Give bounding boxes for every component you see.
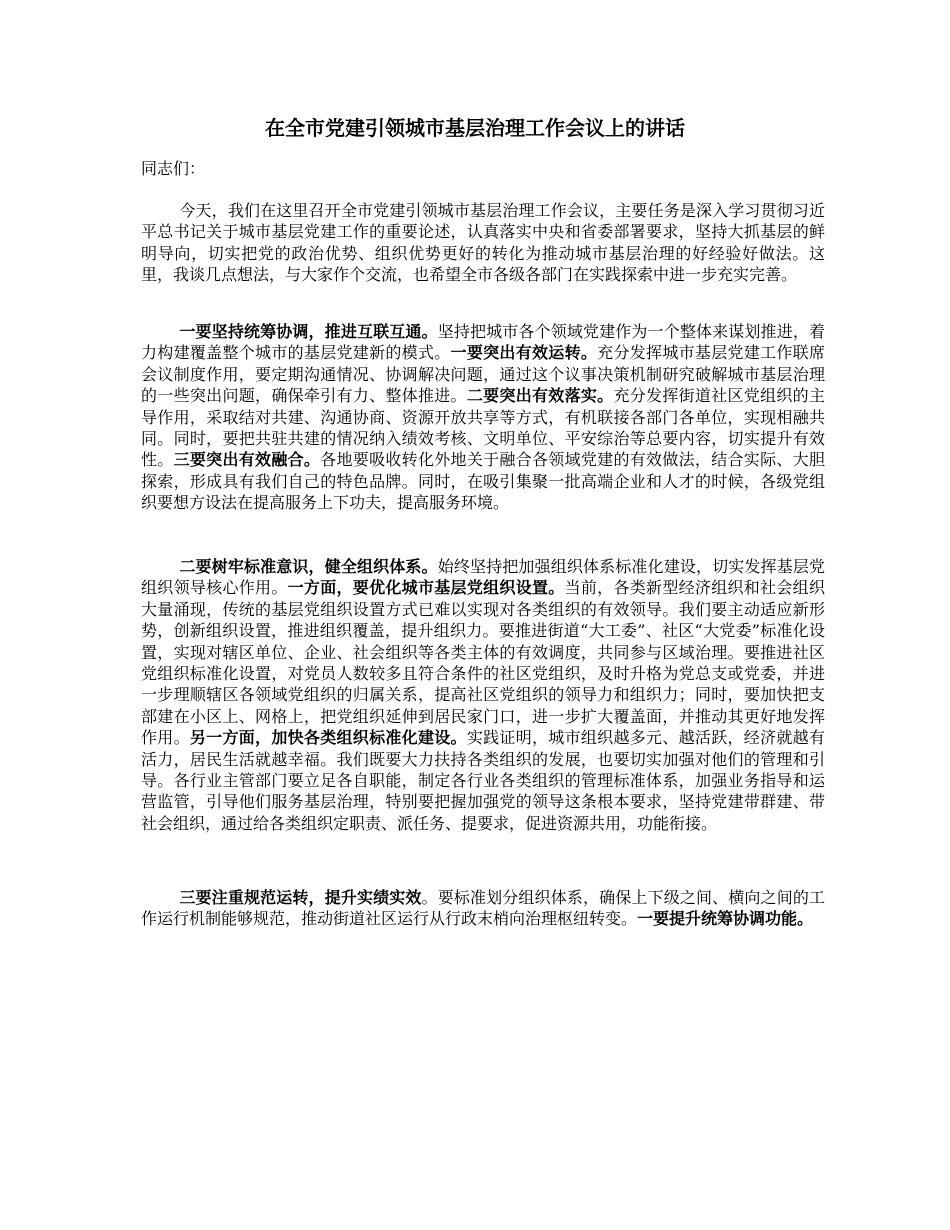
paragraph-text: 当前，各类新型经济组织和社会组织大量涌现，传统的基层党组织设置方式已难以实现对各类组织的有效领导。我们要主动适应新形势，创新组织设置，推进组织覆盖，提升组织力。要推进街道“大工委”、社区“大党委”标准化设置，实现对辖区单位、企业、社会组织等各类主体的有效调度，共同参与区域治理。要推进社区党组织标准化设置，对党员人数较多且符合条件的社区党组织，及时升格为党总支或党委，并进一步理顺辖区各领域党组织的归属关系，提高社区党组织的领导力和组织力；同时，要加快把支部建在小区上、网格上，把党组织延伸到居民家门口，进一步扩大覆盖面，并推动其更好地发挥作用。 [141, 578, 825, 748]
subsection-heading: 一要提升统筹协调功能。 [637, 909, 814, 929]
section-heading: 一要坚持统筹协调，推进互联互通。 [179, 322, 438, 341]
subsection-heading: 三要突出有效融合。 [173, 450, 321, 470]
paragraph-section-1 [141, 321, 825, 514]
paragraph-text: 充分发挥街道社区党组织的主导作用，采取结对共建、沟通协商、资源开放共享等方式，有机联接各部门各单位，实现相融共同。同时，要把共驻共建的情况纳入绩效考核、文明单位、平安综治等总要内容，切实提升有效性。 [141, 386, 825, 470]
subsection-heading: 一方面，要优化城市基层党组织设置。 [287, 578, 565, 598]
paragraph-section-3 [141, 887, 825, 930]
subsection-heading: 一要突出有效运转。 [450, 343, 598, 363]
paragraph-text: 始终坚持把加强组织体系标准化建设，切实发挥基层党组织领导核心作用。 [141, 557, 825, 598]
paragraph-section-2 [141, 556, 825, 834]
document-title: 在全市党建引领城市基层治理工作会议上的讲话 [265, 116, 685, 140]
subsection-heading: 另一方面，加快各类组织标准化建设。 [189, 728, 467, 748]
salutation: 同志们： [141, 159, 206, 178]
paragraph-text: 各地要吸收转化外地关于融合各领域党建的有效做法，结合实际、大胆探索，形成具有我们自己的特色品牌。同时，在吸引集聚一批高端企业和人才的时候，各级党组织要想方设法在提高服务上下功夫，提高服务环境。 [141, 450, 825, 513]
paragraph-text: 充分发挥城市基层党建工作联席会议制度作用，要定期沟通情况、协调解决问题，通过这个议事决策机制研究破解城市基层治理的一些突出问题，确保牵引有力、整体推进。 [141, 343, 825, 406]
paragraph-text: 坚持把城市各个领域党建作为一个整体来谋划推进，着力构建覆盖整个城市的基层党建新的模式。 [141, 322, 825, 363]
paragraph-text: 。要标准划分组织体系，确保上下级之间、横向之间的工作运行机制能够规范，推动街道社区运行从行政末梢向治理枢纽转变。 [141, 888, 825, 929]
paragraph-intro [141, 200, 825, 286]
paragraph-text: 今天，我们在这里召开全市党建引领城市基层治理工作会议，主要任务是深入学习贯彻习近平总书记关于城市基层党建工作的重要论述，认真落实中央和省委部署要求，坚持大抓基层的鲜明导向，切实把党的政治优势、组织优势更好的转化为推动城市基层治理的好经验好做法。这里，我谈几点想法，与大家作个交流，也希望全市各级各部门在实践探索中进一步充实完善。 [141, 201, 825, 285]
paragraph-text: 实践证明，城市组织越多元、越活跃，经济就越有活力，居民生活就越幸福。我们既要大力扶持各类组织的发展，也要切实加强对他们的管理和引导。各行业主管部门要立足各自职能，制定各行业各类组织的管理标准体系，加强业务指导和运营监管，引导他们服务基层治理，特别要把握加强党的领导这条根本要求，坚持党建带群建、带社会组织，通过给各类组织定职责、派任务、提要求，促进资源共用，功能衔接。 [141, 728, 825, 833]
subsection-heading: 二要突出有效落实。 [466, 386, 614, 406]
section-heading: 三要注重规范运转，提升实绩实效 [179, 888, 422, 907]
section-heading: 二要树牢标准意识，健全组织体系。 [179, 557, 438, 576]
